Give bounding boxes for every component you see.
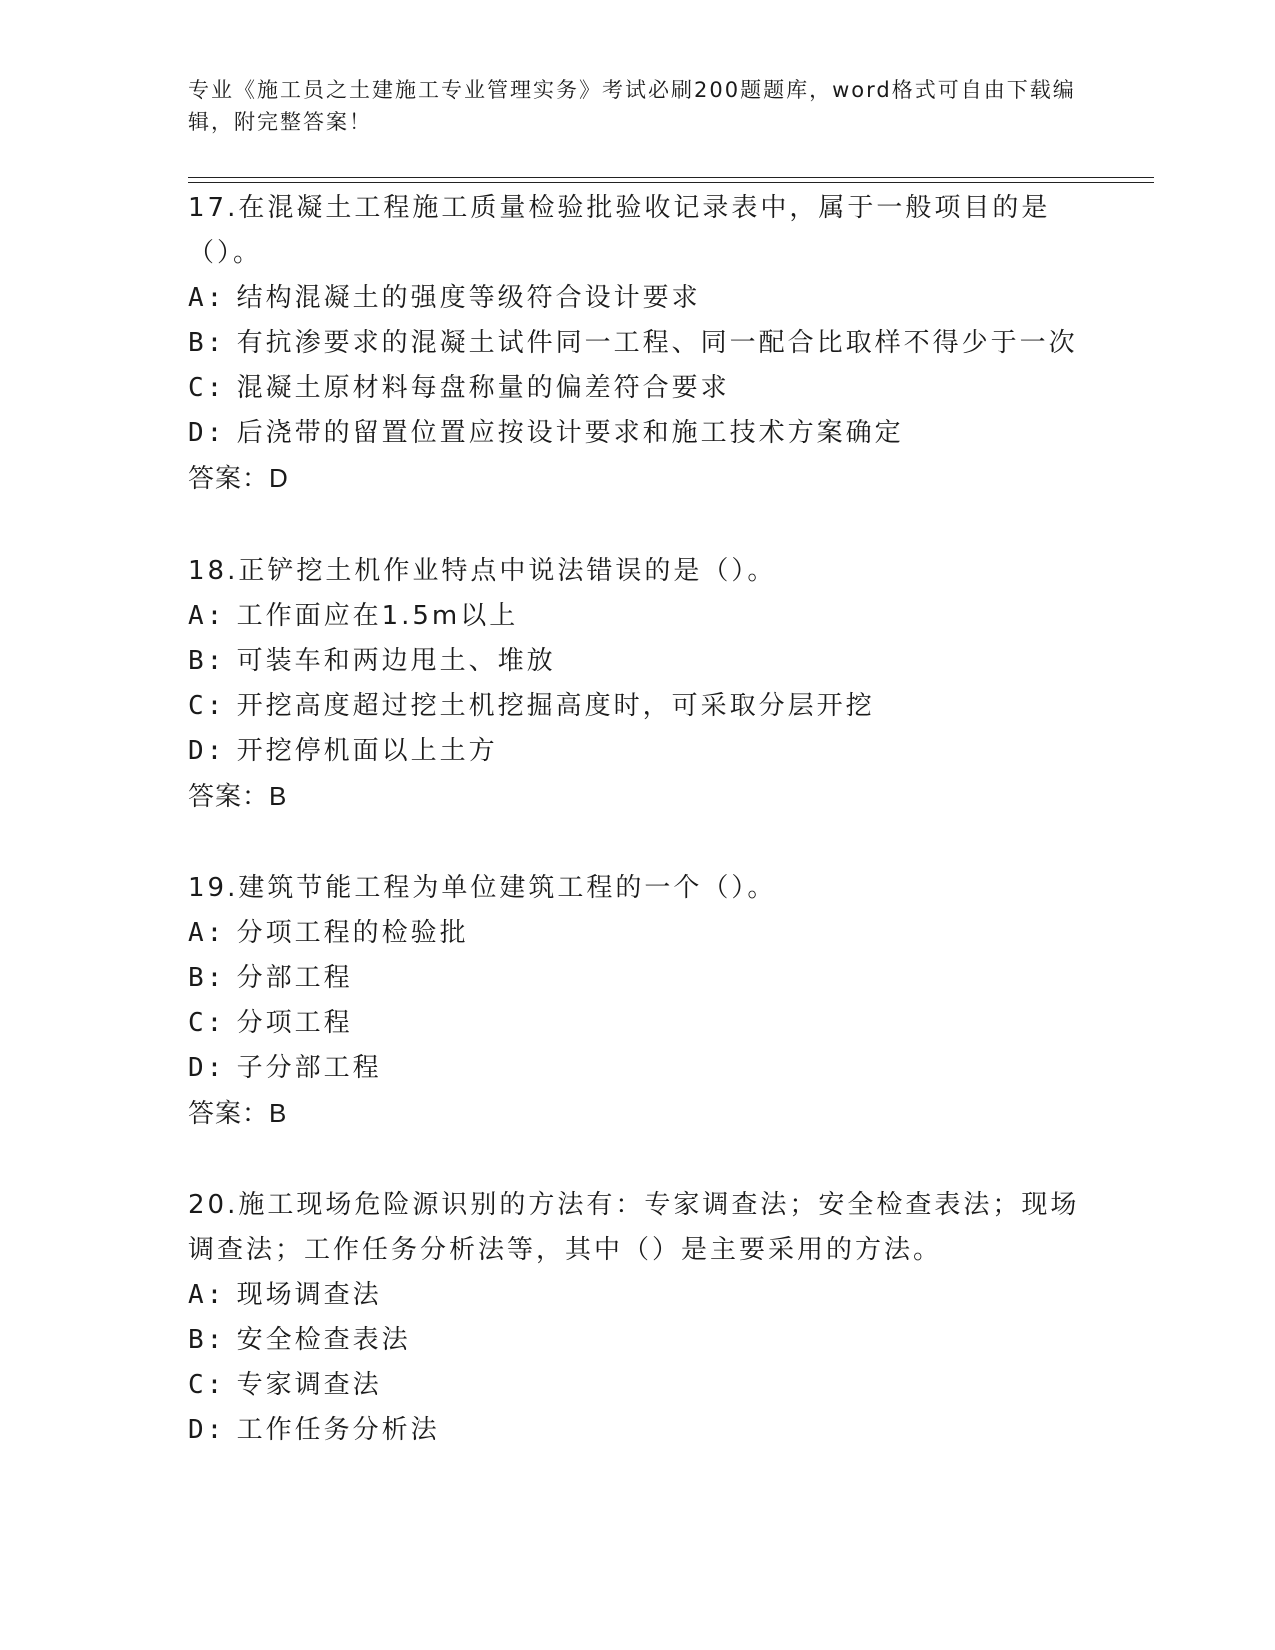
option-text: 分部工程 [236,963,353,993]
option-letter: B: [188,963,226,993]
option-text: 开挖停机面以上土方 [236,736,498,766]
option-text: 专家调查法 [236,1370,382,1400]
document-intro: 专业《施工员之土建施工专业管理实务》考试必刷200题题库，word格式可自由下载编辑，附完整答案！ [188,78,1076,134]
option-text: 混凝土原材料每盘称量的偏差符合要求 [236,373,730,403]
option-text: 安全检查表法 [236,1325,411,1355]
option-text: 分项工程的检验批 [236,918,469,948]
question-18 [188,549,1088,819]
option-letter: C: [188,373,226,403]
option-a [188,1273,1088,1318]
answer-line: 答案：B [188,1098,288,1128]
answer-line: 答案：D [188,463,289,493]
option-text: 后浇带的留置位置应按设计要求和施工技术方案确定 [236,418,904,448]
option-letter: D: [188,736,226,766]
question-stem: 20.施工现场危险源识别的方法有：专家调查法；安全检查表法；现场调查法；工作任务分析法等，其中（）是主要采用的方法。 [188,1190,1080,1265]
question-20 [188,1183,1088,1453]
option-text: 工作面应在1.5m以上 [236,601,519,631]
option-a [188,276,1088,321]
option-d [188,729,1088,774]
option-text: 有抗渗要求的混凝土试件同一工程、同一配合比取样不得少于一次 [236,328,1078,358]
option-letter: C: [188,691,226,721]
option-letter: B: [188,1325,226,1355]
header-divider-top [188,177,1154,178]
option-c [188,684,1088,729]
header-divider-bottom [188,182,1154,183]
option-letter: C: [188,1008,226,1038]
question-stem: 19.建筑节能工程为单位建筑工程的一个（）。 [188,873,777,903]
option-letter: B: [188,646,226,676]
option-b [188,956,1088,1001]
option-a [188,911,1088,956]
option-text: 结构混凝土的强度等级符合设计要求 [236,283,701,313]
option-b [188,321,1088,366]
option-letter: A: [188,1280,226,1310]
option-letter: A: [188,601,226,631]
question-stem: 17.在混凝土工程施工质量检验批验收记录表中，属于一般项目的是（）。 [188,193,1051,268]
option-text: 可装车和两边甩土、堆放 [236,646,556,676]
option-b [188,639,1088,684]
question-17 [188,186,1088,501]
question-stem: 18.正铲挖土机作业特点中说法错误的是（）。 [188,556,777,586]
option-d [188,1408,1088,1453]
answer-line: 答案：B [188,781,288,811]
option-c [188,1363,1088,1408]
option-d [188,1046,1088,1091]
option-letter: D: [188,1053,226,1083]
question-19 [188,866,1088,1136]
option-c [188,1001,1088,1046]
option-c [188,366,1088,411]
option-b [188,1318,1088,1363]
option-letter: C: [188,1370,226,1400]
option-a [188,594,1088,639]
option-letter: A: [188,283,226,313]
option-letter: D: [188,1415,226,1445]
option-d [188,411,1088,456]
option-text: 现场调查法 [236,1280,382,1310]
option-text: 工作任务分析法 [236,1415,440,1445]
option-letter: A: [188,918,226,948]
option-text: 分项工程 [236,1008,353,1038]
option-letter: B: [188,328,226,358]
option-text: 子分部工程 [236,1053,382,1083]
option-letter: D: [188,418,226,448]
option-text: 开挖高度超过挖土机挖掘高度时，可采取分层开挖 [236,691,875,721]
